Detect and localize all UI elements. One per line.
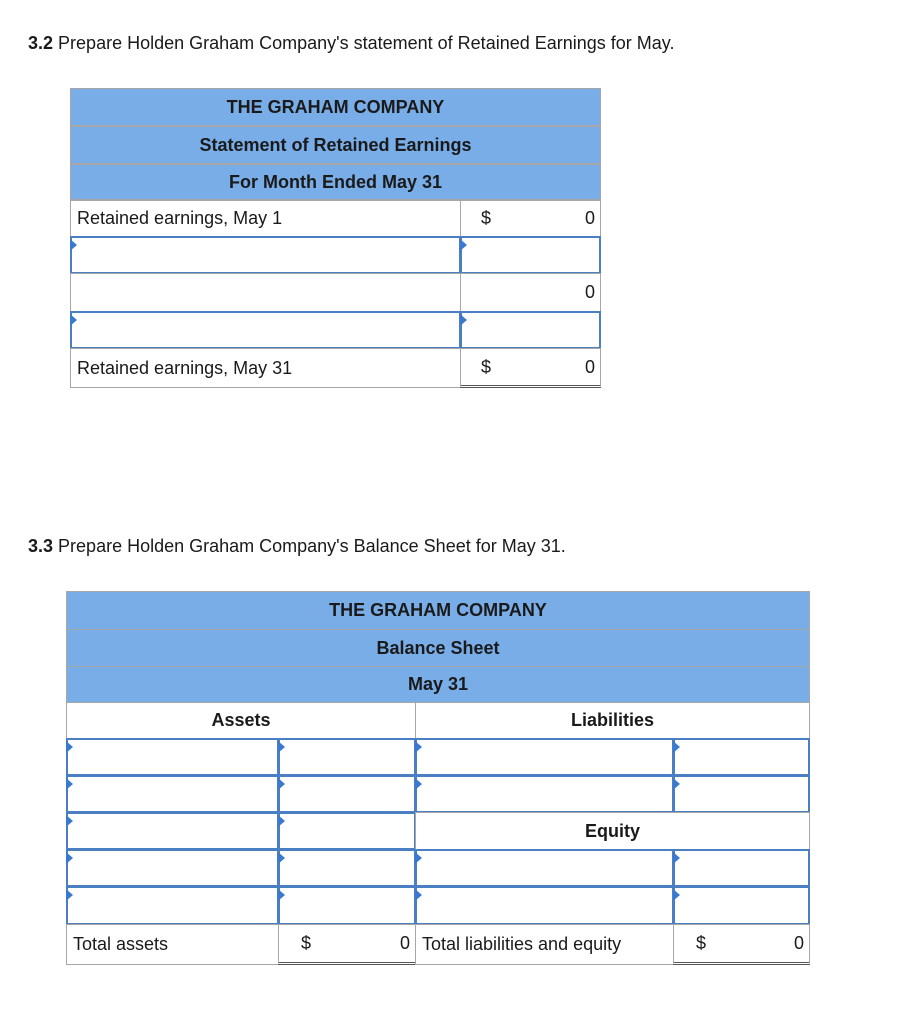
- question-number: 3.3: [28, 536, 54, 556]
- asset-3-amount-input[interactable]: [278, 812, 416, 850]
- dropdown-marker-icon: [415, 778, 422, 790]
- asset-3-label-input[interactable]: [66, 812, 279, 850]
- re-end-amount-cell: [460, 348, 601, 388]
- dropdown-marker-icon: [415, 889, 422, 901]
- dropdown-marker-icon: [673, 741, 680, 753]
- statement-period: For Month Ended May 31: [228, 171, 442, 192]
- bs-period-header: [66, 666, 810, 703]
- dropdown-marker-icon: [460, 239, 467, 251]
- total-le-label: Total liabilities and equity: [422, 934, 622, 954]
- dropdown-marker-icon: [70, 239, 77, 251]
- bs-statement-header: [66, 629, 810, 667]
- dropdown-marker-icon: [415, 741, 422, 753]
- re-begin-label: Retained earnings, May 1: [77, 208, 283, 228]
- re-item-2-label-input[interactable]: [70, 311, 461, 349]
- total-assets-label-cell: [66, 924, 279, 965]
- total-le-value: 0: [793, 933, 804, 953]
- question-text: Prepare Holden Graham Company's statement of Retained Earnings for May.: [58, 33, 675, 53]
- liability-1-label-input[interactable]: [415, 738, 674, 776]
- currency-symbol: $: [696, 933, 707, 953]
- liability-2-amount-input[interactable]: [673, 775, 810, 813]
- total-assets-label: Total assets: [73, 934, 169, 954]
- dropdown-marker-icon: [66, 852, 73, 864]
- question-text: Prepare Holden Graham Company's Balance Sheet for May 31.: [58, 536, 566, 556]
- asset-1-label-input[interactable]: [66, 738, 279, 776]
- dropdown-marker-icon: [278, 741, 285, 753]
- liability-1-amount-input[interactable]: [673, 738, 810, 776]
- asset-2-label-input[interactable]: [66, 775, 279, 813]
- re-end-label-cell: [70, 348, 461, 388]
- re-item-1-amount-input[interactable]: [460, 236, 601, 274]
- equity-2-label-input[interactable]: [415, 886, 674, 925]
- equity-header-cell: [415, 812, 810, 850]
- assets-header: Assets: [211, 710, 271, 730]
- dropdown-marker-icon: [70, 314, 77, 326]
- dropdown-marker-icon: [673, 778, 680, 790]
- statement-title: Statement of Retained Earnings: [199, 134, 472, 155]
- asset-2-amount-input[interactable]: [278, 775, 416, 813]
- re-subtotal-label-cell: [70, 273, 461, 312]
- currency-symbol: $: [301, 933, 312, 953]
- re-item-1-label-input[interactable]: [70, 236, 461, 274]
- liabilities-header: Liabilities: [570, 710, 655, 730]
- assets-header-cell: [66, 702, 416, 739]
- re-subtotal-value: 0: [584, 282, 595, 302]
- total-le-label-cell: [415, 924, 674, 965]
- dropdown-marker-icon: [278, 815, 285, 827]
- currency-symbol: $: [481, 356, 492, 377]
- dropdown-marker-icon: [66, 778, 73, 790]
- re-company-header: [70, 88, 601, 126]
- re-period-header: [70, 164, 601, 200]
- total-assets-value: 0: [399, 933, 410, 953]
- re-statement-header: [70, 126, 601, 164]
- question-3-2: [28, 32, 674, 54]
- statement-period: May 31: [407, 674, 469, 694]
- re-end-label: Retained earnings, May 31: [77, 357, 293, 378]
- currency-symbol: $: [481, 208, 492, 228]
- re-begin-amount-cell: [460, 200, 601, 237]
- dropdown-marker-icon: [278, 889, 285, 901]
- asset-1-amount-input[interactable]: [278, 738, 416, 776]
- re-subtotal-amount-cell: [460, 273, 601, 312]
- liability-2-label-input[interactable]: [415, 775, 674, 813]
- statement-title: Balance Sheet: [376, 637, 500, 658]
- asset-5-amount-input[interactable]: [278, 886, 416, 925]
- re-begin-value: 0: [584, 208, 595, 228]
- equity-1-amount-input[interactable]: [673, 849, 810, 887]
- question-number: 3.2: [28, 33, 54, 53]
- re-begin-label-cell: [70, 200, 461, 237]
- company-name: THE GRAHAM COMPANY: [226, 96, 445, 117]
- equity-1-label-input[interactable]: [415, 849, 674, 887]
- dropdown-marker-icon: [66, 889, 73, 901]
- asset-5-label-input[interactable]: [66, 886, 279, 925]
- equity-header: Equity: [584, 820, 640, 841]
- total-le-amount-cell: [673, 924, 810, 965]
- dropdown-marker-icon: [278, 778, 285, 790]
- dropdown-marker-icon: [673, 889, 680, 901]
- dropdown-marker-icon: [66, 741, 73, 753]
- total-assets-amount-cell: [278, 924, 416, 965]
- asset-4-label-input[interactable]: [66, 849, 279, 887]
- bs-company-header: [66, 591, 810, 630]
- company-name: THE GRAHAM COMPANY: [329, 600, 547, 620]
- dropdown-marker-icon: [673, 852, 680, 864]
- re-item-2-amount-input[interactable]: [460, 311, 601, 349]
- dropdown-marker-icon: [460, 314, 467, 326]
- liabilities-header-cell: [415, 702, 810, 739]
- question-3-3: [28, 535, 566, 557]
- dropdown-marker-icon: [278, 852, 285, 864]
- asset-4-amount-input[interactable]: [278, 849, 416, 887]
- dropdown-marker-icon: [415, 852, 422, 864]
- dropdown-marker-icon: [66, 815, 73, 827]
- equity-2-amount-input[interactable]: [673, 886, 810, 925]
- re-end-value: 0: [584, 356, 595, 377]
